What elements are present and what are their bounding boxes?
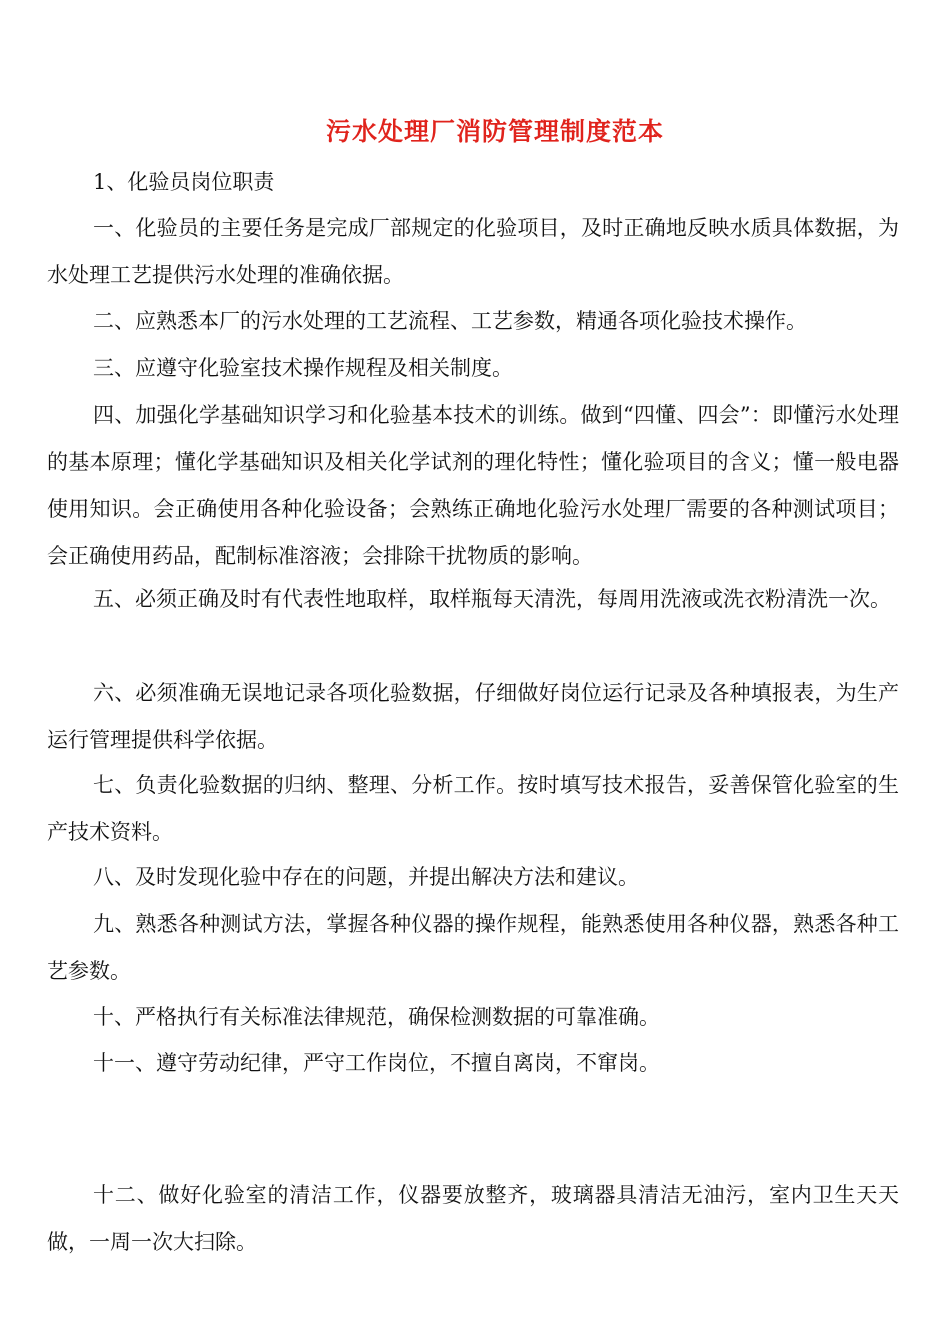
paragraph-4: 四、加强化学基础知识学习和化验基本技术的训练。做到“四懂、四会”：即懂污水处理的基本原理；懂化学基础知识及相关化学试剂的理化特性；懂化验项目的含义；懂一般电器使用知识。会正确使用各种化验设备；会熟练正确地化验污水处理厂需要的各种测试项目；会正确使用药品，配制标准溶液；会排除干扰物质的影响。 [47, 403, 899, 568]
paragraph-2: 二、应熟悉本厂的污水处理的工艺流程、工艺参数，精通各项化验技术操作。 [93, 309, 807, 333]
paragraph-8: 八、及时发现化验中存在的问题，并提出解决方法和建议。 [93, 865, 639, 889]
section-heading: 1、化验员岗位职责 [93, 170, 275, 194]
paragraph-11: 十一、遵守劳动纪律，严守工作岗位，不擅自离岗，不窜岗。 [93, 1051, 660, 1075]
paragraph-1: 一、化验员的主要任务是完成厂部规定的化验项目，及时正确地反映水质具体数据，为水处理工艺提供污水处理的准确依据。 [47, 216, 899, 287]
paragraph-5: 五、必须正确及时有代表性地取样，取样瓶每天清洗，每周用洗液或洗衣粉清洗一次。 [93, 587, 891, 611]
paragraph-12: 十二、做好化验室的清洁工作，仪器要放整齐，玻璃器具清洁无油污，室内卫生天天做，一周一次大扫除。 [47, 1183, 899, 1254]
paragraph-6: 六、必须准确无误地记录各项化验数据，仔细做好岗位运行记录及各种填报表，为生产运行管理提供科学依据。 [47, 681, 899, 752]
paragraph-9: 九、熟悉各种测试方法，掌握各种仪器的操作规程，能熟悉使用各种仪器，熟悉各种工艺参数。 [47, 912, 899, 983]
paragraph-10: 十、严格执行有关标准法律规范，确保检测数据的可靠准确。 [93, 1005, 660, 1029]
document-title: 污水处理厂消防管理制度范本 [325, 117, 664, 146]
paragraph-3: 三、应遵守化验室技术操作规程及相关制度。 [93, 356, 513, 380]
paragraph-7: 七、负责化验数据的归纳、整理、分析工作。按时填写技术报告，妥善保管化验室的生产技术资料。 [47, 773, 899, 844]
